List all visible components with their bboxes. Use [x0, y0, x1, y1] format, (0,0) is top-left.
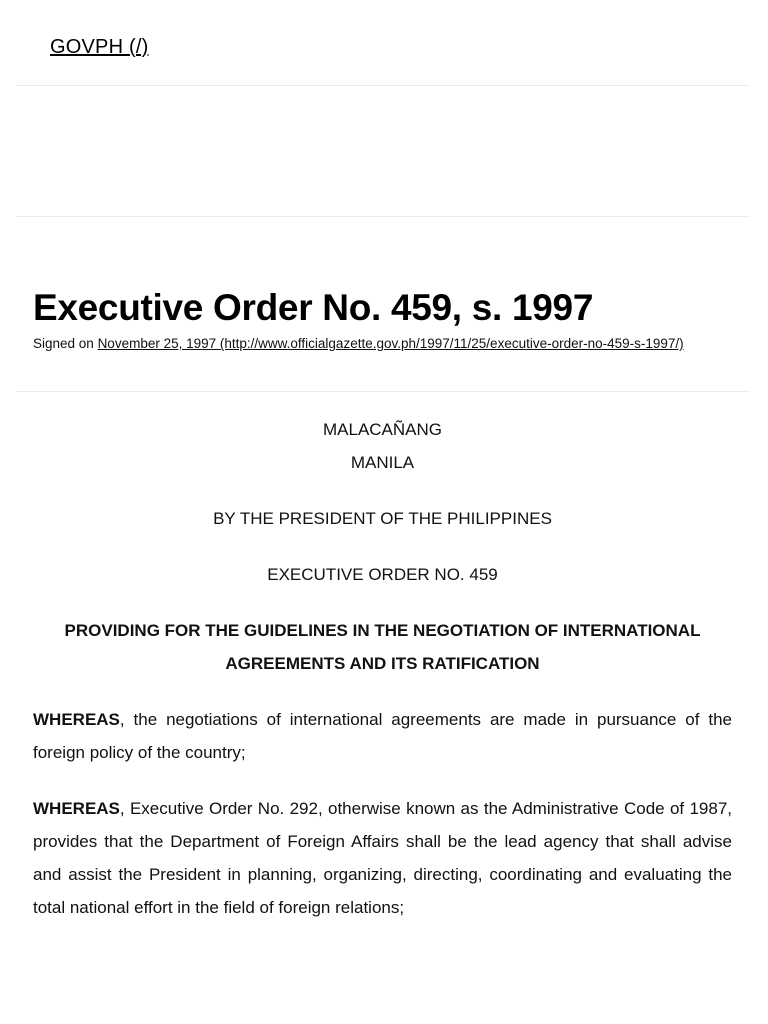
document-body: [33, 413, 732, 947]
order-number: EXECUTIVE ORDER NO. 459: [267, 565, 498, 584]
whereas-clause-text: , the negotiations of international agreements are made in pursuance of the foreign policy of the country;: [33, 710, 732, 762]
banner-area: [16, 86, 750, 217]
signed-date-link[interactable]: November 25, 1997 (http://www.officialgazette.gov.ph/1997/11/25/executive-order-no-459-s-1997/): [97, 336, 684, 351]
top-navigation-bar: [16, 0, 750, 86]
page-title: Executive Order No. 459, s. 1997: [33, 287, 594, 328]
govph-home-link[interactable]: GOVPH (/): [50, 36, 149, 58]
document-header: [16, 217, 750, 392]
issuer-line: BY THE PRESIDENT OF THE PHILIPPINES: [213, 509, 552, 528]
signed-prefix: Signed on: [33, 336, 98, 351]
order-subject: PROVIDING FOR THE GUIDELINES IN THE NEGOTIATION OF INTERNATIONAL AGREEMENTS AND ITS RATIFICATION: [64, 621, 701, 673]
whereas-clause-1: [33, 703, 732, 769]
whereas-label: WHEREAS: [33, 799, 120, 818]
whereas-clause-text: , Executive Order No. 292, otherwise known as the Administrative Code of 1987, provides that the Department of Foreign Affairs shall be the lead agency that shall advise and assist the President in planning, organizing, directing, coordinating and evaluating the total national effort in the field of foreign relations;: [33, 799, 732, 917]
office-line: MALACAÑANG: [322, 420, 443, 439]
signed-date-line: [33, 337, 713, 351]
whereas-clause-2: [33, 792, 732, 924]
city-line: MANILA: [350, 453, 415, 472]
whereas-label: WHEREAS: [33, 710, 120, 729]
